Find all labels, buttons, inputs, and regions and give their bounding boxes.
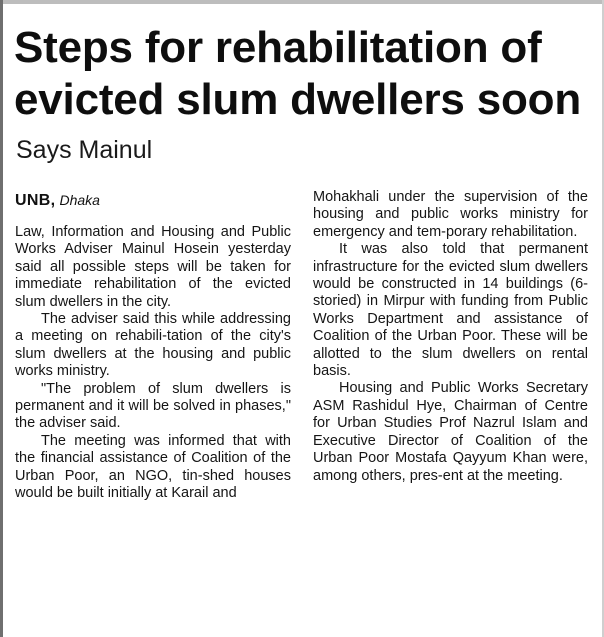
paragraph: It was also told that permanent infrastructure for the evicted slum dwellers would be constructed in 14 buildings (6-storied) in Mirpur with funding from Public Works Department and assistance of Coalition of the Urban Poor. These will be allotted to the slum dwellers on rental basis. [313, 241, 588, 380]
paragraph: Mohakhali under the supervision of the housing and public works ministry for emergency and tem-porary rehabilitation. [313, 189, 588, 240]
top-border [0, 0, 604, 4]
article-column-2 [313, 189, 588, 485]
byline-agency: UNB [15, 192, 51, 209]
byline-separator: , [50, 192, 60, 209]
paragraph: Housing and Public Works Secretary ASM Rashidul Hye, Chairman of Centre for Urban Studies Prof Nazrul Islam and Executive Director of Coalition of the Urban Poor Mostafa Qayyum Khan were, among others, pres-ent at the meeting. [313, 380, 588, 484]
paragraph: The meeting was informed that with the financial assistance of Coalition of the Urban Poor, an NGO, tin-shed houses would be built initially at Karail and [15, 432, 291, 502]
paragraph: The adviser said this while addressing a meeting on rehabili-tation of the city's slum dwellers at the housing and public works ministry. [15, 311, 291, 380]
paragraph: Law, Information and Housing and Public Works Adviser Mainul Hosein yesterday said all possible steps will be taken for immediate rehabilitation of the evicted slum dwellers in the city. [15, 224, 291, 310]
subheadline: Says Mainul [16, 136, 153, 164]
byline [15, 190, 100, 211]
headline-line-2: evicted slum dwellers soon [14, 75, 581, 124]
paragraph: "The problem of slum dwellers is permanent and it will be solved in phases," the adviser said. [15, 380, 291, 432]
left-border [0, 0, 3, 637]
byline-place: Dhaka [59, 192, 100, 208]
article-column-1 [15, 224, 291, 503]
headline-line-1: Steps for rehabilitation of [14, 23, 542, 72]
headline [14, 22, 581, 126]
